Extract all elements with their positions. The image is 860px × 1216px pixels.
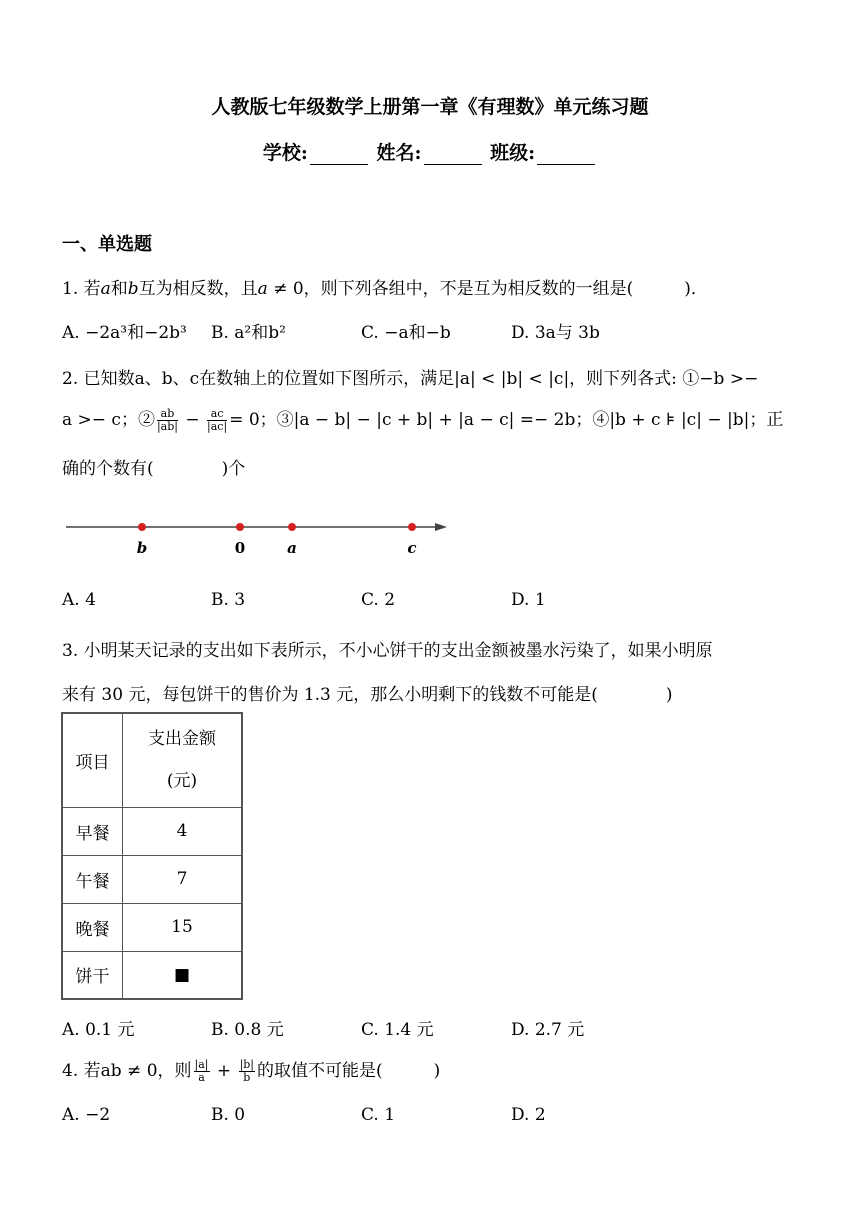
- school-label: 学校:: [262, 142, 308, 164]
- question-2-line-1: 2. 已知数a、b、c在数轴上的位置如下图所示，满足|a| < |b| < |c|，则下列各式: ①−b >−: [62, 369, 759, 389]
- class-blank[interactable]: [537, 146, 595, 165]
- row-item: 晚餐: [62, 903, 123, 951]
- q3-option-b[interactable]: B. 0.8 元: [211, 1020, 284, 1040]
- q1-option-a[interactable]: A. −2a³和−2b³: [62, 323, 187, 343]
- question-2-line-2: a >− c；② $\frac{ab}{|ab|}$ − $\frac{ac}{|ac|}$ = 0；③|a − b| − |c + b| + |a − c| =− 2b；④|b + c ⊧ |c| − |b|；正: [62, 407, 784, 433]
- number-line-figure: [62, 512, 462, 562]
- question-4: [62, 1056, 440, 1084]
- q1-option-d[interactable]: D. 3a与 3b: [511, 323, 600, 343]
- q2-text-b: = 0；③|a − b| − |c + b| + |a − c| =− 2b；④|b + c ⊧ |c| − |b|；正: [229, 410, 784, 430]
- point-b: [138, 523, 146, 531]
- q4-fraction-a: $\frac{|a|}{a}$: [194, 1058, 209, 1084]
- table-row: [62, 807, 242, 855]
- point-a: [288, 523, 296, 531]
- q1-text-d: ，则下列各组中，不是互为相反数的一组是( )．: [303, 279, 708, 299]
- header-item: 项目: [62, 713, 123, 807]
- q1-text-a: 1. 若: [62, 279, 101, 299]
- q3-option-d[interactable]: D. 2.7 元: [511, 1020, 585, 1040]
- row-amount: 7: [123, 855, 243, 903]
- row-item: 早餐: [62, 807, 123, 855]
- q1-option-b[interactable]: B. a²和b²: [211, 323, 286, 343]
- q1-option-c[interactable]: C. −a和−b: [361, 323, 451, 343]
- q2-text-a: a >− c；②: [62, 410, 155, 430]
- question-3-line-1: 3. 小明某天记录的支出如下表所示，不小心饼干的支出金额被墨水污染了，如果小明原: [62, 641, 713, 661]
- q3-option-a[interactable]: A. 0.1 元: [62, 1020, 135, 1040]
- q4-fraction-b: $\frac{|b|}{b}$: [239, 1058, 255, 1084]
- row-amount: 4: [123, 807, 243, 855]
- label-c: c: [407, 539, 417, 557]
- header-amount-line-1: 支出金额: [148, 729, 216, 750]
- q4-option-b[interactable]: B. 0: [211, 1105, 246, 1125]
- q4-text-a: 4. 若ab ≠ 0，则: [62, 1061, 192, 1081]
- q2-fraction-ac: $\frac{ac}{|ac|}$: [207, 407, 228, 433]
- point-zero: [236, 523, 244, 531]
- label-a: a: [287, 539, 297, 557]
- q3-option-c[interactable]: C. 1.4 元: [361, 1020, 434, 1040]
- row-amount: 15: [123, 903, 243, 951]
- row-item: 饼干: [62, 951, 123, 999]
- table-row: [62, 951, 242, 999]
- point-c: [408, 523, 416, 531]
- q4-option-c[interactable]: C. 1: [361, 1105, 396, 1125]
- name-label: 姓名:: [376, 142, 422, 164]
- q1-text-c: 互为相反数，且: [138, 279, 258, 299]
- q2-option-c[interactable]: C. 2: [361, 590, 396, 610]
- q2-option-d[interactable]: D. 1: [511, 590, 546, 610]
- question-1: 1. 若a和b互为相反数，且a ≠ 0，则下列各组中，不是互为相反数的一组是( )．: [62, 279, 708, 299]
- label-zero: 0: [234, 539, 246, 557]
- row-item: 午餐: [62, 855, 123, 903]
- table-row: [62, 903, 242, 951]
- question-3-line-2: 来有 30 元，每包饼干的售价为 1.3 元，那么小明剩下的钱数不可能是( ): [62, 685, 673, 705]
- student-info-line: [0, 138, 860, 165]
- name-blank[interactable]: [424, 146, 482, 165]
- q4-plus: +: [216, 1061, 232, 1081]
- q4-option-d[interactable]: D. 2: [511, 1105, 546, 1125]
- header-amount-line-2: (元): [166, 771, 198, 792]
- q4-text-b: 的取值不可能是( ): [257, 1061, 441, 1081]
- section-heading: 一、单选题: [62, 234, 152, 255]
- q2-option-a[interactable]: A. 4: [62, 590, 96, 610]
- question-2-line-3: 确的个数有( )个: [62, 459, 246, 479]
- q2-option-b[interactable]: B. 3: [211, 590, 246, 610]
- class-label: 班级:: [490, 142, 536, 164]
- header-amount: [123, 713, 243, 807]
- q2-fraction-ab: $\frac{ab}{|ab|}$: [156, 407, 178, 433]
- school-blank[interactable]: [310, 146, 368, 165]
- q4-option-a[interactable]: A. −2: [62, 1105, 111, 1125]
- q1-text-b: 和: [110, 279, 128, 299]
- table-row: [62, 855, 242, 903]
- row-amount-ink-blot: ■: [123, 951, 243, 999]
- page-title: 人教版七年级数学上册第一章《有理数》单元练习题: [211, 96, 649, 118]
- label-b: b: [136, 539, 148, 557]
- number-line-arrow: [435, 523, 447, 531]
- expense-table: [61, 712, 243, 1000]
